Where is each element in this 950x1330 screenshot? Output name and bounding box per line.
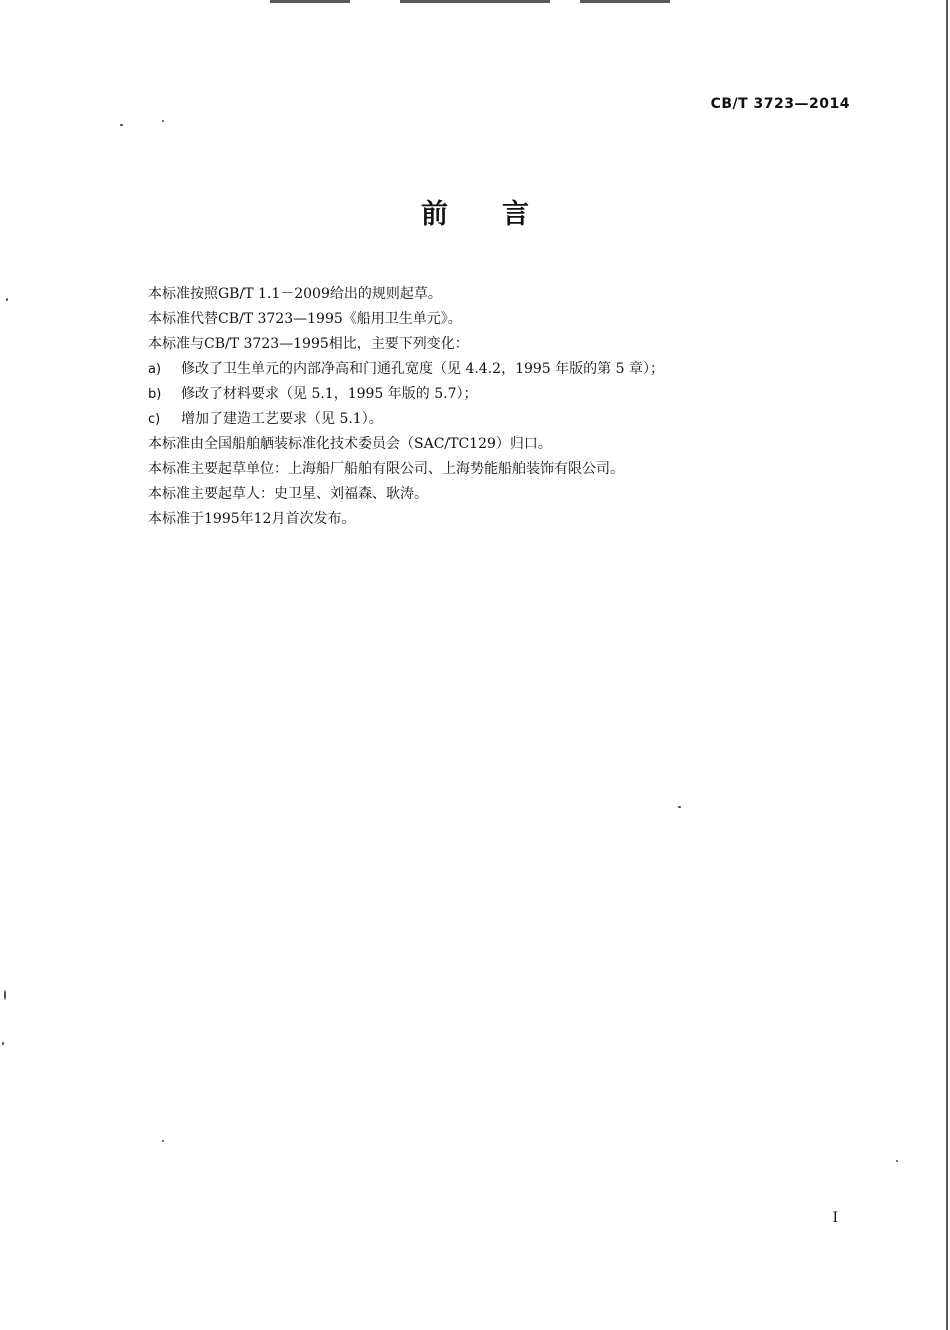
page-title [0, 192, 950, 231]
scan-speck [6, 298, 8, 301]
page-number: I [832, 1210, 838, 1226]
paragraph: 本标准于1995年12月首次发布。 [148, 511, 356, 527]
list-item-text: 修改了卫生单元的内部净高和门通孔宽度（见 4.4.2，1995 年版的第 5 章）； [181, 361, 664, 377]
list-marker: a) [148, 362, 162, 377]
scan-artifact-top-3 [580, 0, 670, 3]
scan-speck [678, 806, 681, 808]
paragraph: 本标准按照GB/T 1.1－2009给出的规则起草。 [148, 286, 442, 302]
scan-artifact-top-1 [270, 0, 350, 3]
paragraph: 本标准主要起草人：史卫星、刘福森、耿涛。 [148, 486, 428, 502]
paragraph: 本标准由全国船舶舾装标准化技术委员会（SAC/TC129）归口。 [148, 436, 552, 452]
scan-speck [120, 124, 123, 126]
paragraph: 本标准与CB/T 3723—1995相比，主要下列变化： [148, 336, 469, 352]
scan-speck [162, 120, 164, 122]
list-item-text: 修改了材料要求（见 5.1，1995 年版的 5.7）； [181, 386, 478, 402]
standard-code: CB/T 3723—2014 [710, 96, 850, 112]
list-item-text: 增加了建造工艺要求（见 5.1）。 [181, 411, 383, 427]
list-marker: c) [148, 412, 161, 427]
paragraph: 本标准代替CB/T 3723—1995《船用卫生单元》。 [148, 311, 462, 327]
change-item [148, 382, 788, 407]
scan-speck [2, 1042, 4, 1045]
change-item [148, 357, 788, 382]
change-item [148, 407, 788, 432]
foreword-body [148, 282, 788, 532]
scan-speck [4, 990, 6, 1000]
list-marker: b) [148, 387, 162, 402]
scan-speck [896, 1160, 898, 1162]
title-char-2: 言 [502, 199, 529, 230]
scan-artifact-top-2 [400, 0, 550, 3]
paragraph: 本标准主要起草单位：上海船厂船舶有限公司、上海势能船舶装饰有限公司。 [148, 461, 624, 477]
title-char-1: 前 [421, 199, 448, 230]
scan-speck [162, 1140, 164, 1142]
